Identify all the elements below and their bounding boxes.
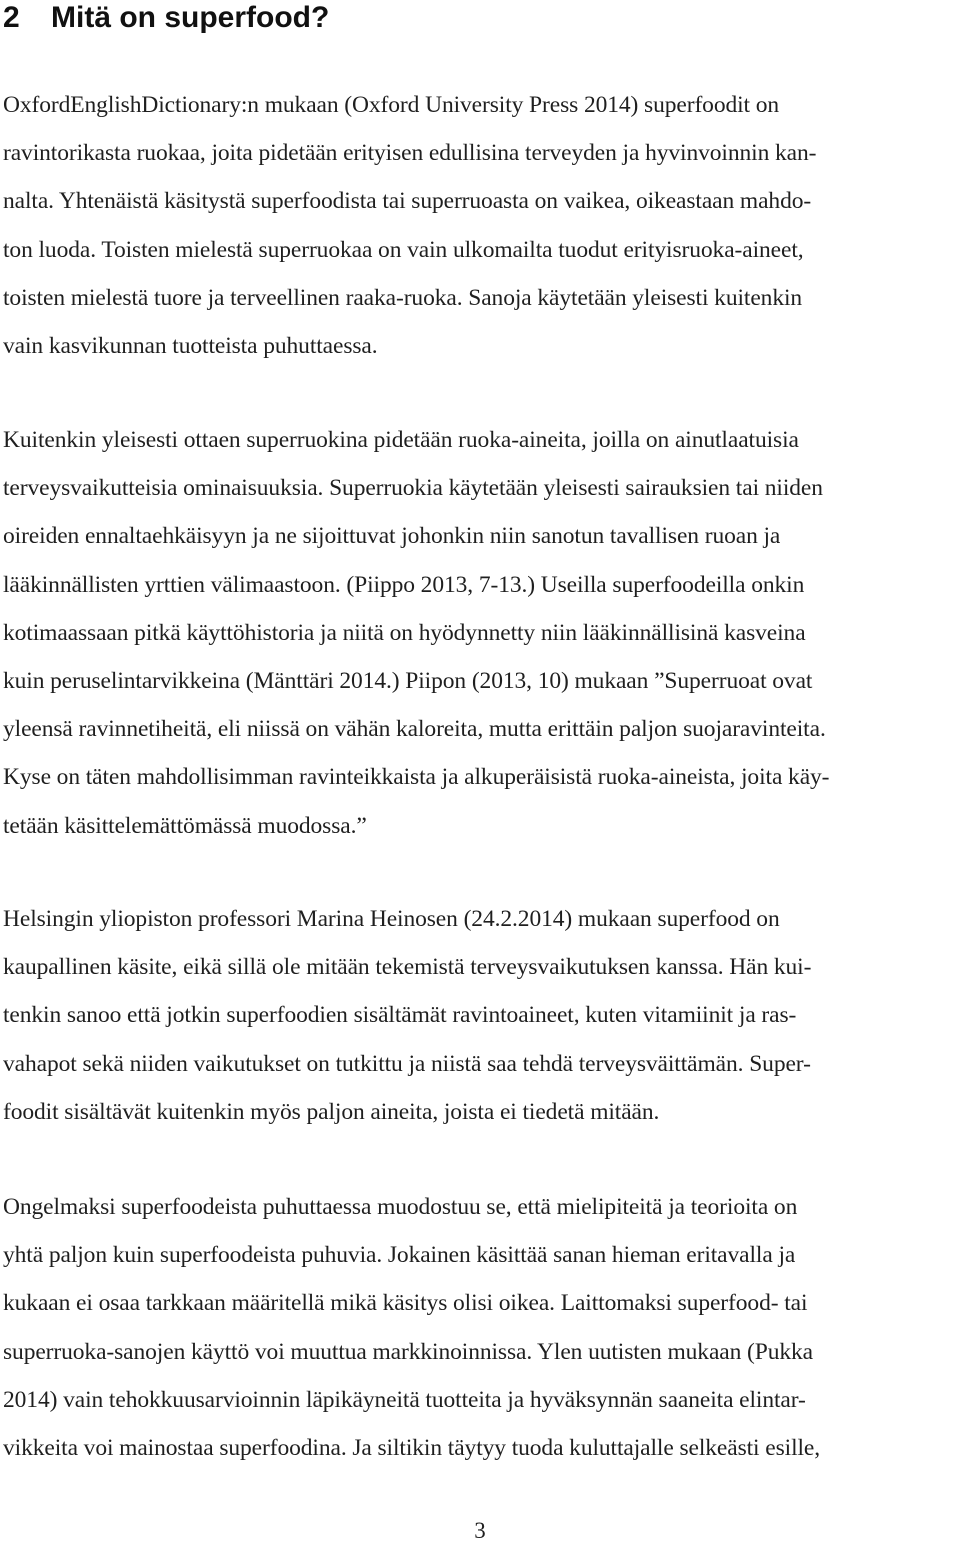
text-line: OxfordEnglishDictionary:n mukaan (Oxford University Press 2014) superfoodit on — [3, 92, 780, 118]
text-line: Helsingin yliopiston professori Marina Heinosen (24.2.2014) mukaan superfood on — [3, 906, 780, 932]
text-line: ravintorikasta ruokaa, joita pidetään erityisen edullisina terveyden ja hyvinvoinnin kan- — [3, 140, 817, 167]
text-line: nalta. Yhtenäistä käsitystä superfoodista tai superruoasta on vaikea, oikeastaan mahdo- — [3, 188, 812, 215]
page-number: 3 — [474, 1518, 486, 1543]
section-number: 2 — [3, 1, 20, 34]
text-line: tetään käsittelemättömässä muodossa.” — [3, 812, 367, 839]
text-line: vahapot sekä niiden vaikutukset on tutkittu ja niistä saa tehdä terveysväittämän. Super- — [3, 1050, 811, 1077]
text-line: Ongelmaksi superfoodeista puhuttaessa muodostuu se, että mielipiteitä ja teorioita on — [3, 1194, 798, 1220]
text-line: terveysvaikutteisia ominaisuuksia. Superruokia käytetään yleisesti sairauksien tai niiden — [3, 475, 823, 502]
text-line: lääkinnällisten yrttien välimaastoon. (Piippo 2013, 7-13.) Useilla superfoodeilla onkin — [3, 571, 805, 598]
text-line: oireiden ennaltaehkäisyyn ja ne sijoittuvat johonkin niin sanotun tavallisen ruoan ja — [3, 523, 781, 550]
text-line: Kyse on täten mahdollisimman ravinteikkaista ja alkuperäisistä ruoka-aineista, joita käy- — [3, 764, 830, 791]
text-line: yhtä paljon kuin superfoodeista puhuvia. Jokainen käsittää sanan hieman eritavalla ja — [3, 1242, 796, 1269]
text-line: 2014) vain tehokkuusarvioinnin läpikäyneitä tuotteita ja hyväksynnän saaneita elintar- — [3, 1386, 806, 1413]
paragraph-problems — [3, 1183, 820, 1472]
text-line: yleensä ravinnetiheitä, eli niissä on vähän kaloreita, mutta erittäin paljon suojaravinteita. — [3, 716, 826, 743]
paragraph-professor-view — [3, 895, 811, 1136]
text-line: foodit sisältävät kuitenkin myös paljon aineita, joista ei tiedetä mitään. — [3, 1098, 660, 1125]
paragraph-definition — [3, 81, 816, 370]
section-title: Mitä on superfood? — [51, 1, 330, 34]
text-line: toisten mielestä tuore ja terveellinen raaka-ruoka. Sanoja käytetään yleisesti kuitenkin — [3, 284, 803, 311]
text-line: vikkeita voi mainostaa superfoodina. Ja siltikin täytyy tuoda kuluttajalle selkeästi esille, — [3, 1434, 821, 1461]
text-line: Kuitenkin yleisesti ottaen superruokina pidetään ruoka-aineita, joilla on ainutlaatuisia — [3, 427, 799, 453]
text-line: kukaan ei osaa tarkkaan määritellä mikä käsitys olisi oikea. Laittomaksi superfood- tai — [3, 1290, 808, 1317]
section-heading — [3, 0, 329, 36]
text-line: kuin peruselintarvikkeina (Mänttäri 2014.) Piipon (2013, 10) mukaan ”Superruoat ovat — [3, 667, 813, 694]
text-line: ton luoda. Toisten mielestä superruokaa on vain ulkomailta tuodut erityisruoka-aineet, — [3, 236, 804, 263]
paragraph-health-effects — [3, 416, 829, 850]
text-line: kotimaassaan pitkä käyttöhistoria ja niitä on hyödynnetty niin lääkinnällisinä kasveina — [3, 619, 806, 646]
text-line: kaupallinen käsite, eikä sillä ole mitään tekemistä terveysvaikutuksen kanssa. Hän kui- — [3, 954, 812, 981]
text-line: tenkin sanoo että jotkin superfoodien sisältämät ravintoaineet, kuten vitamiinit ja ras- — [3, 1002, 797, 1029]
text-line: vain kasvikunnan tuotteista puhuttaessa. — [3, 332, 378, 359]
text-line: superruoka-sanojen käyttö voi muuttua markkinoinnissa. Ylen uutisten mukaan (Pukka — [3, 1338, 814, 1365]
